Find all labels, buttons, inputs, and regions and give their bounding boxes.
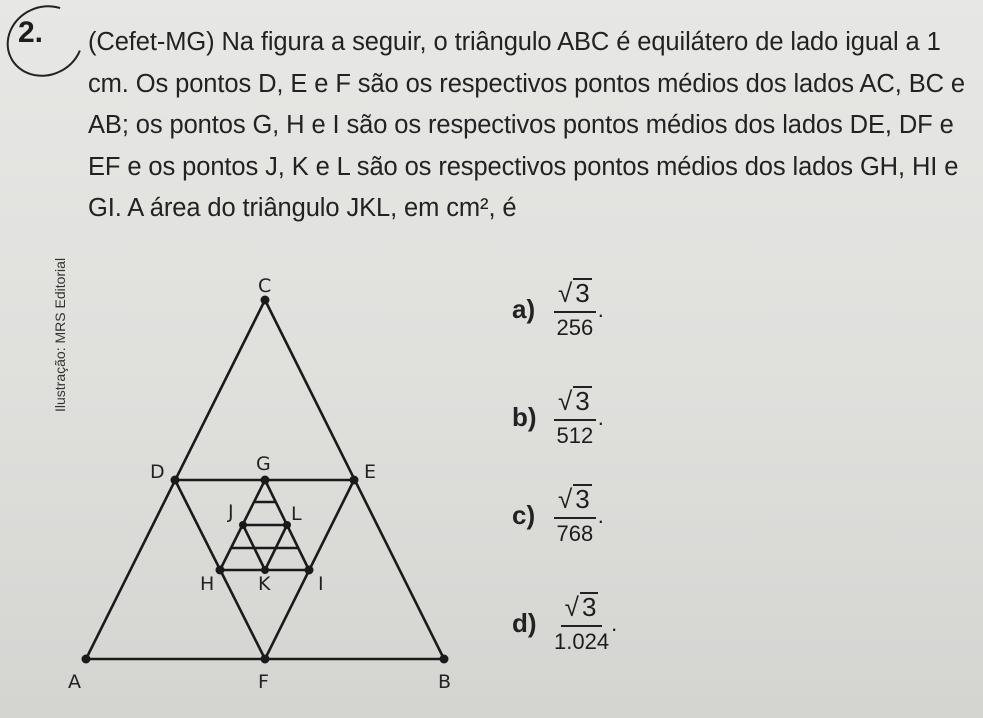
label-j: J xyxy=(228,501,234,523)
option-c-punct: . xyxy=(597,502,604,528)
label-i: I xyxy=(318,573,324,595)
label-b: B xyxy=(438,671,452,693)
question-text: (Cefet-MG) Na figura a seguir, o triângulo ABC é equilátero de lado igual a 1 cm. Os pontos D, E e F são os respectivos pontos médios dos lados AC, BC e AB; os pontos G, H e I são os respectivos pontos médios dos lados DE, DF e EF e os pontos J, K e L são os respectivos pontos médios dos lados GH, HI e GI. A área do triângulo JKL, em cm², é xyxy=(88,28,966,222)
point-f xyxy=(261,655,270,664)
option-a-radicand: 3 xyxy=(575,278,590,308)
option-b[interactable] xyxy=(512,386,604,449)
option-b-radicand: 3 xyxy=(575,386,590,416)
point-d xyxy=(171,476,180,485)
option-d-radicand: 3 xyxy=(581,592,597,622)
option-b-letter: b) xyxy=(512,402,537,432)
option-a-punct: . xyxy=(597,296,604,322)
label-d: D xyxy=(150,461,165,483)
option-c-denominator: 768 xyxy=(556,521,594,546)
option-a-denominator: 256 xyxy=(556,315,594,340)
label-f: F xyxy=(258,671,269,693)
point-a xyxy=(82,655,91,664)
option-b-denominator: 512 xyxy=(556,423,594,448)
question-number-circle xyxy=(0,0,95,89)
point-j xyxy=(239,521,247,529)
label-l: L xyxy=(291,503,302,525)
point-g xyxy=(261,476,270,485)
point-h xyxy=(216,566,225,575)
option-a-fraction xyxy=(554,278,596,341)
label-g: G xyxy=(256,453,271,475)
label-k: K xyxy=(258,573,271,595)
option-b-fraction xyxy=(554,386,596,449)
triangle-figure xyxy=(60,270,500,700)
point-e xyxy=(350,476,359,485)
point-l xyxy=(283,521,291,529)
sqrt-icon: √ xyxy=(558,278,573,308)
option-b-punct: . xyxy=(597,404,604,430)
illustration-credit: Ilustração: MRS Editorial xyxy=(52,257,68,412)
label-e: E xyxy=(364,461,377,483)
option-c-letter: c) xyxy=(512,500,536,530)
option-d-fraction xyxy=(554,592,609,655)
option-d-denominator: 1.024 xyxy=(554,629,610,654)
option-a-letter: a) xyxy=(512,294,536,324)
sqrt-icon: √ xyxy=(558,484,573,514)
question-number: 2. xyxy=(18,16,44,49)
option-c[interactable] xyxy=(512,484,604,547)
label-c: C xyxy=(258,275,272,297)
point-i xyxy=(305,566,314,575)
option-d[interactable] xyxy=(512,592,617,655)
sqrt-icon: √ xyxy=(564,592,579,622)
sqrt-icon: √ xyxy=(558,386,573,416)
label-h: H xyxy=(200,573,215,595)
option-c-radicand: 3 xyxy=(575,484,590,514)
label-a: A xyxy=(68,671,81,693)
option-c-fraction xyxy=(554,484,596,547)
option-d-letter: d) xyxy=(512,608,537,638)
point-b xyxy=(440,655,449,664)
option-a[interactable] xyxy=(512,278,604,341)
option-d-punct: . xyxy=(611,610,618,636)
